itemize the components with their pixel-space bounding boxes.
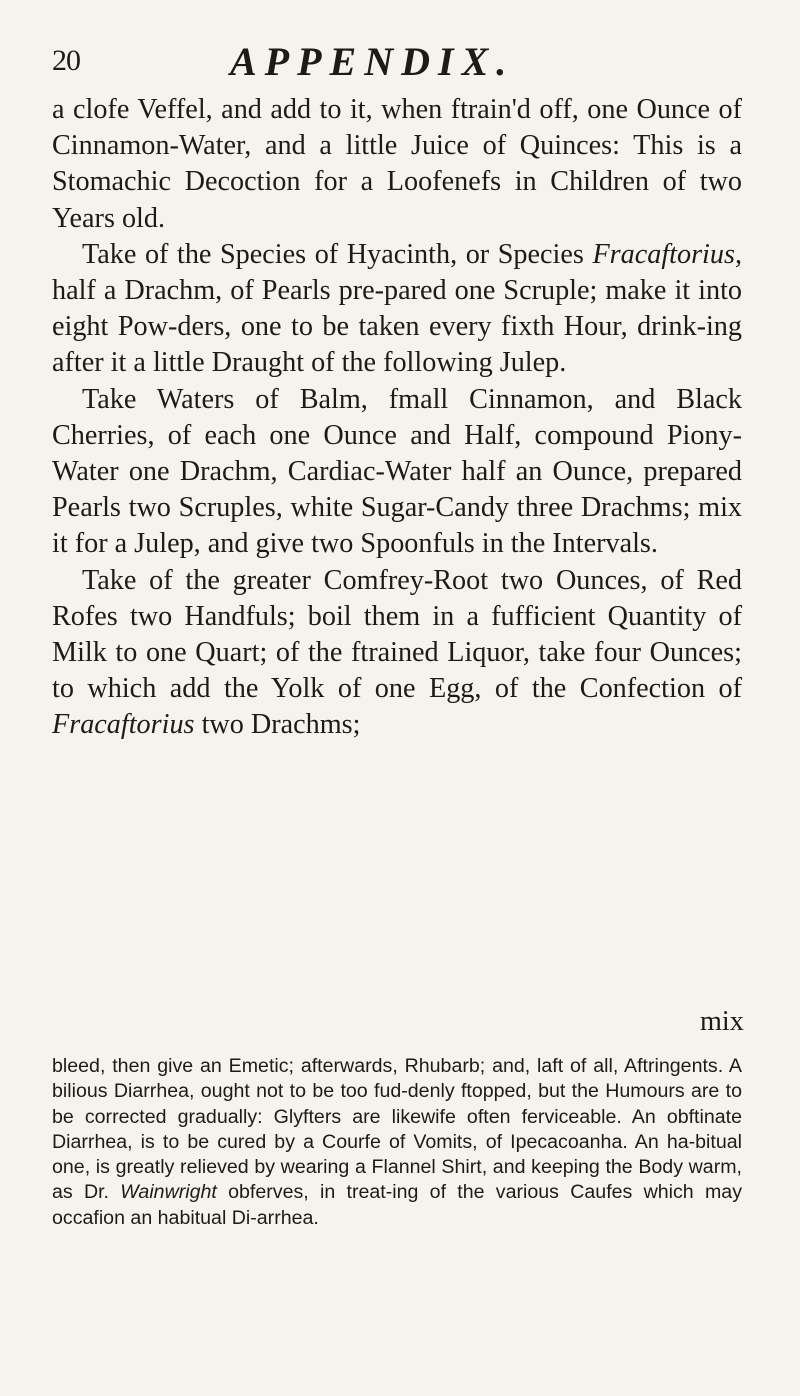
main-text xyxy=(52,92,742,744)
paragraph-4-end: two Drachms; xyxy=(201,709,361,741)
paragraph-1: a clofe Veffel, and add to it, when ftrain'd off, one Ounce of Cinnamon-Water, and a little Juice of Quinces: This is a Stomachic Decoction for a Loofenefs in Children of two Years old. xyxy=(52,94,742,234)
paragraph-4-start: Take of the greater Comfrey-Root two Ounces, of Red Rofes two Handfuls; boil them in a fufficient Quantity of Milk to one Quart; of the ftrained Liquor, take four Ounces; to which add the Yolk of one Egg, of the Confection of xyxy=(52,564,742,705)
footnote-start: bleed, then give an Emetic; afterwards, Rhubarb; and, laft of all, Aftringents. A bilious Diarrhea, ought not to be too fud-denly ftopped, but the Humours are to be corrected gradually: Glyfters are likewife often ferviceable. An obftinate Diarrhea, is to be cured by a Courfe of Vomits, of Ipecacoanha. An ha-bitual one, is greatly relieved by wearing a Flannel Shirt, and keeping the Body warm, as Dr. xyxy=(52,1055,742,1204)
footnote-end: obferves, in treat-ing of the various Caufes which may occafion an habitual Di-arrhea. xyxy=(52,1181,742,1229)
catchword: mix xyxy=(700,1006,744,1037)
footnote xyxy=(52,1054,742,1231)
footnote-italic-name: Wainwright xyxy=(120,1181,217,1204)
paragraph-4 xyxy=(52,563,742,744)
italic-name: Fracaftorius, xyxy=(592,238,742,270)
header-title: APPENDIX. xyxy=(230,39,515,84)
running-head xyxy=(52,38,672,88)
paragraph-2-start: Take of the Species of Hyacinth, or Species xyxy=(82,238,584,270)
page-number: 20 xyxy=(52,44,80,77)
italic-name: Fracaftorius xyxy=(52,709,195,741)
paragraph-3: Take Waters of Balm, fmall Cinnamon, and Black Cherries, of each one Ounce and Half, compound Piony-Water one Drachm, Cardiac-Water half an Ounce, prepared Pearls two Scruples, white Sugar-Candy three Drachms; mix it for a Julep, and give two Spoonfuls in the Intervals. xyxy=(52,383,742,560)
footnote-text xyxy=(52,1054,742,1231)
paragraph-2-end: half a Drachm, of Pearls pre-pared one Scruple; make it into eight Pow-ders, one to be taken every fixth Hour, drink-ing after it a little Draught of the following Julep. xyxy=(52,275,742,379)
paragraph-2 xyxy=(52,237,742,382)
